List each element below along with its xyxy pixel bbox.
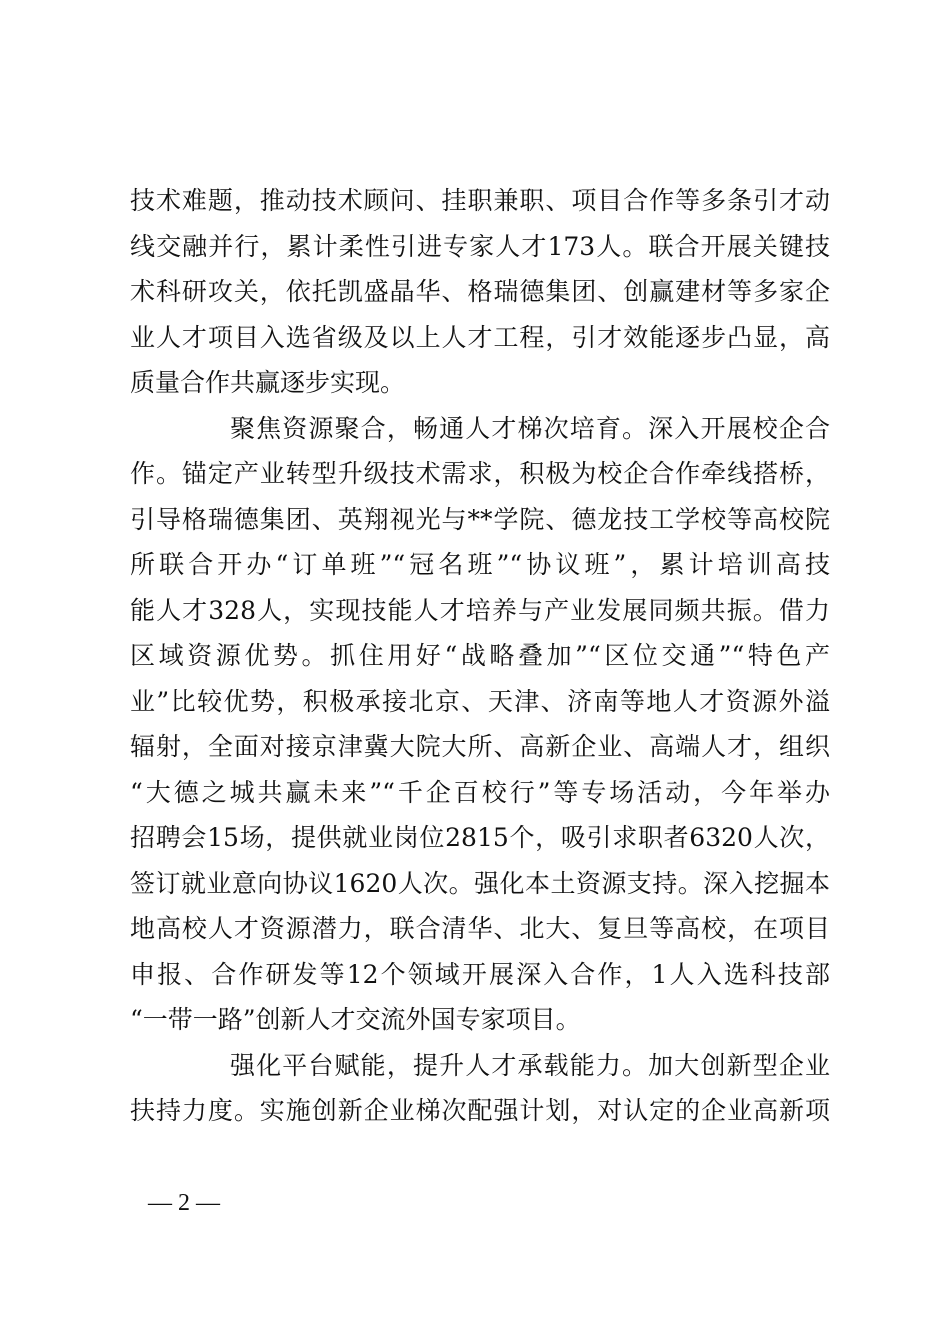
text-line: 作。锚定产业转型升级技术需求，积极为校企合作牵线搭桥， bbox=[130, 459, 830, 488]
paragraph-heading-line: 聚焦资源聚合，畅通人才梯次培育。深入开展校企合 bbox=[230, 413, 830, 443]
text-line: 能人才328人，实现技能人才培养与产业发展同频共振。借力 bbox=[130, 595, 830, 625]
text-line: 申报、合作研发等12个领域开展深入合作，1人入选科技部 bbox=[130, 959, 830, 989]
paragraph-heading-line: 强化平台赋能，提升人才承载能力。加大创新型企业 bbox=[230, 1050, 830, 1080]
text-line: 招聘会15场，提供就业岗位2815个，吸引求职者6320人次， bbox=[130, 823, 830, 852]
text-line: 业”比较优势，积极承接北京、天津、济南等地人才资源外溢 bbox=[130, 686, 830, 716]
text-line: “大德之城共赢未来”“千企百校行”等专场活动，今年举办 bbox=[130, 777, 830, 807]
text-line: 辐射，全面对接京津冀大院大所、高新企业、高端人才，组织 bbox=[130, 732, 830, 761]
page-number: — 2 — bbox=[148, 1190, 220, 1216]
text-line: 区域资源优势。抓住用好“战略叠加”“区位交通”“特色产 bbox=[130, 641, 830, 670]
body-text bbox=[130, 178, 830, 1134]
text-line: 地高校人才资源潜力，联合清华、北大、复旦等高校，在项目 bbox=[130, 914, 830, 943]
text-line: 线交融并行，累计柔性引进专家人才173人。联合开展关键技 bbox=[130, 231, 830, 261]
text-line: 质量合作共赢逐步实现。 bbox=[130, 368, 406, 397]
text-line: 引导格瑞德集团、英翔视光与**学院、德龙技工学校等高校院 bbox=[130, 504, 830, 534]
text-line: “一带一路”创新人才交流外国专家项目。 bbox=[130, 1005, 581, 1034]
text-line: 业人才项目入选省级及以上人才工程，引才效能逐步凸显，高 bbox=[130, 322, 830, 352]
text-line: 扶持力度。实施创新企业梯次配强计划，对认定的企业高新项 bbox=[130, 1096, 830, 1125]
text-line: 所联合开办“订单班”“冠名班”“协议班”，累计培训高技 bbox=[130, 550, 830, 579]
text-line: 技术难题，推动技术顾问、挂职兼职、项目合作等多条引才动 bbox=[130, 186, 830, 215]
text-line: 签订就业意向协议1620人次。强化本土资源支持。深入挖掘本 bbox=[130, 868, 830, 898]
text-line: 术科研攻关，依托凯盛晶华、格瑞德集团、创赢建材等多家企 bbox=[130, 277, 830, 306]
